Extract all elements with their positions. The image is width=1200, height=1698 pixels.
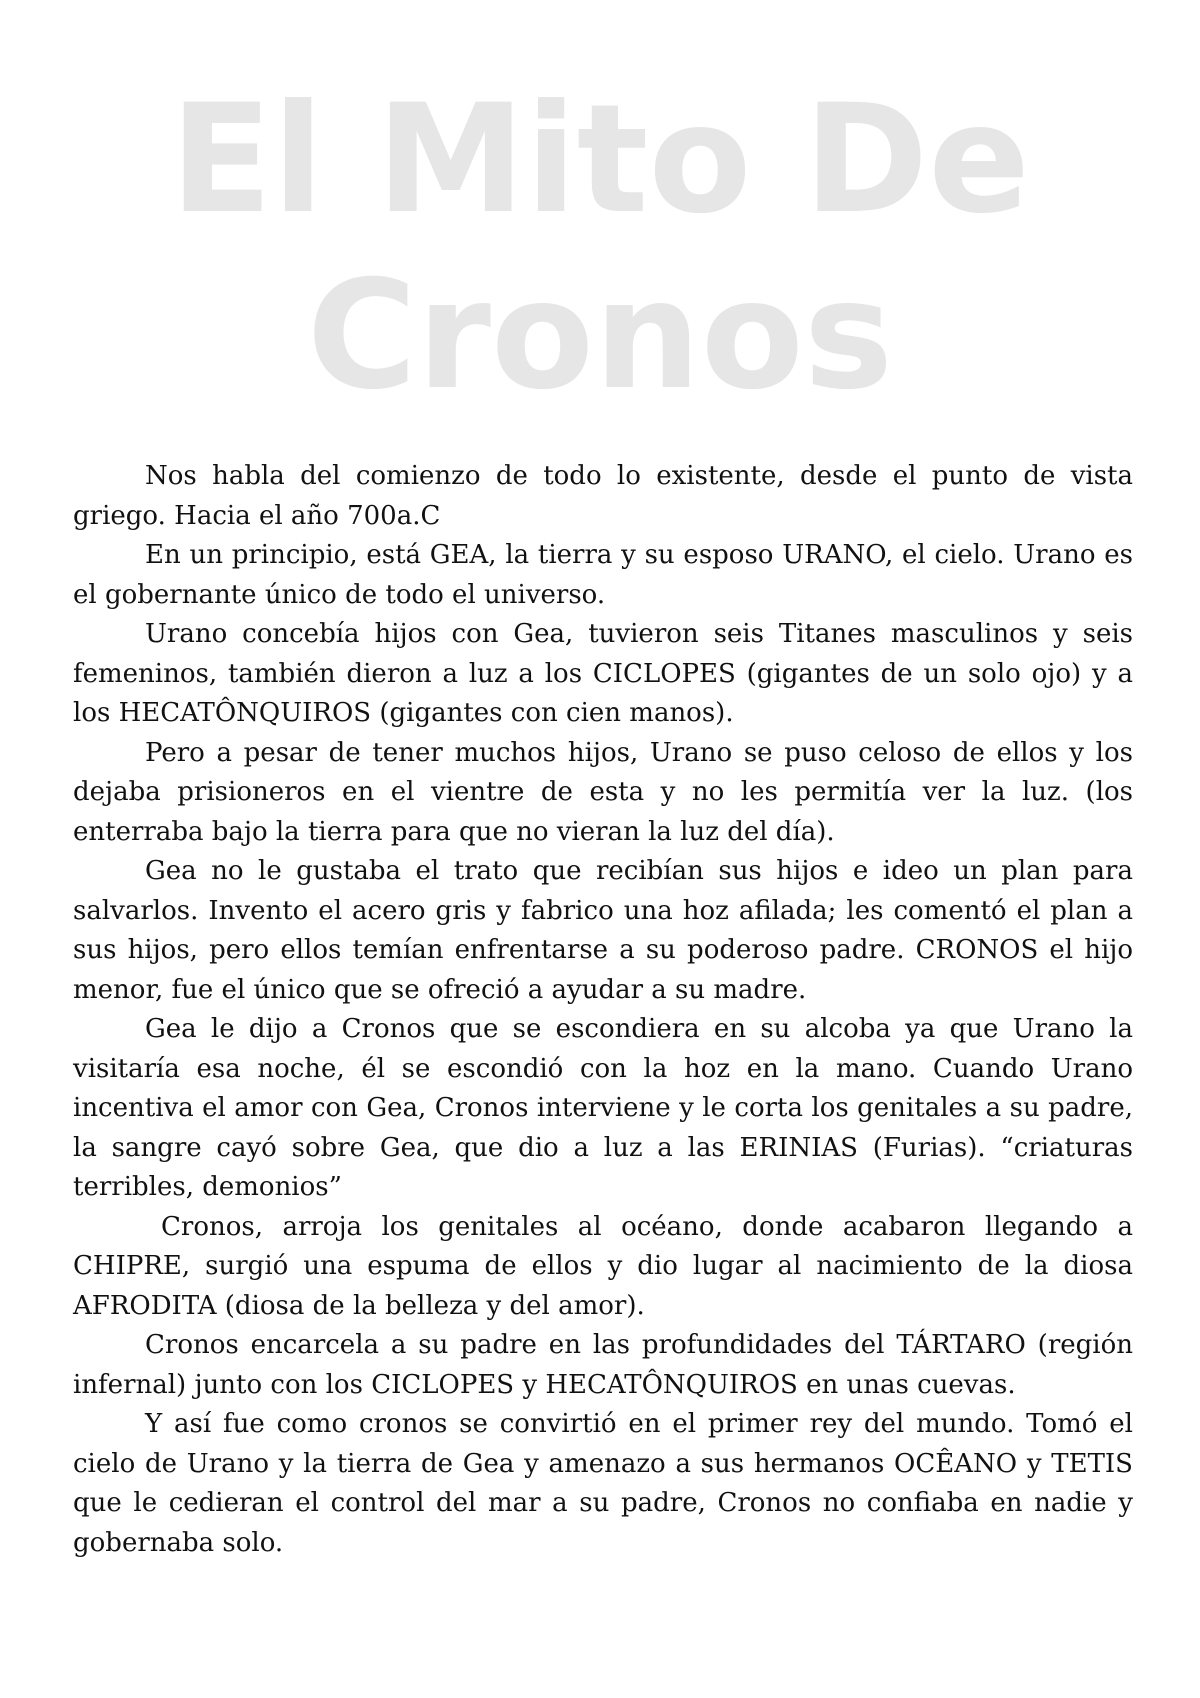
paragraph: Nos habla del comienzo de todo lo existente, desde el punto de vista griego. Hacia el año 700a.C <box>73 461 1133 531</box>
paragraph: Y así fue como cronos se convirtió en el primer rey del mundo. Tomó el cielo de Urano y la tierra de Gea y amenazo a sus hermanos OCÊANO y TETIS que le cedieran el control del mar a su padre, Cronos no confiaba en nadie y gobernaba solo. <box>73 1409 1133 1558</box>
paragraph: En un principio, está GEA, la tierra y su esposo URANO, el cielo. Urano es el gobernante único de todo el universo. <box>73 540 1133 610</box>
paragraph: Gea le dijo a Cronos que se escondiera en su alcoba ya que Urano la visitaría esa noche, él se escondió con la hoz en la mano. Cuando Urano incentiva el amor con Gea, Cronos interviene y le corta los genitales a su padre, la sangre cayó sobre Gea, que dio a luz a las ERINIAS (Furias). “criaturas terribles, demonios” <box>73 1014 1133 1202</box>
paragraph: Cronos, arroja los genitales al océano, donde acabaron llegando a CHIPRE, surgió una espuma de ellos y dio lugar al nacimiento de la diosa AFRODITA (diosa de la belleza y del amor). <box>73 1211 1133 1321</box>
paragraph: Pero a pesar de tener muchos hijos, Urano se puso celoso de ellos y los dejaba prisioneros en el vientre de esta y no les permitía ver la luz. (los enterraba bajo la tierra para que no vieran la luz del día). <box>73 737 1133 847</box>
paragraph: Urano concebía hijos con Gea, tuvieron seis Titanes masculinos y seis femeninos, también dieron a luz a los CICLOPES (gigantes de un solo ojo) y a los HECATÔNQUIROS (gigantes con cien manos). <box>73 619 1133 728</box>
paragraph: Gea no le gustaba el trato que recibían sus hijos e ideo un plan para salvarlos. Invento el acero gris y fabrico una hoz afilada; les comentó el plan a sus hijos, pero ellos temían enfrentarse a su poderoso padre. CRONOS el hijo menor, fue el único que se ofreció a ayudar a su madre. <box>73 856 1133 1005</box>
paragraph: Cronos encarcela a su padre en las profundidades del TÁRTARO (región infernal) junto con los CICLOPES y HECATÔNQUIROS en unas cuevas. <box>73 1330 1133 1400</box>
page-title-line-2: Cronos <box>306 249 894 423</box>
page-title <box>0 72 1200 424</box>
page-title-line-1: El Mito De <box>169 73 1030 247</box>
document-body <box>73 457 1133 1563</box>
